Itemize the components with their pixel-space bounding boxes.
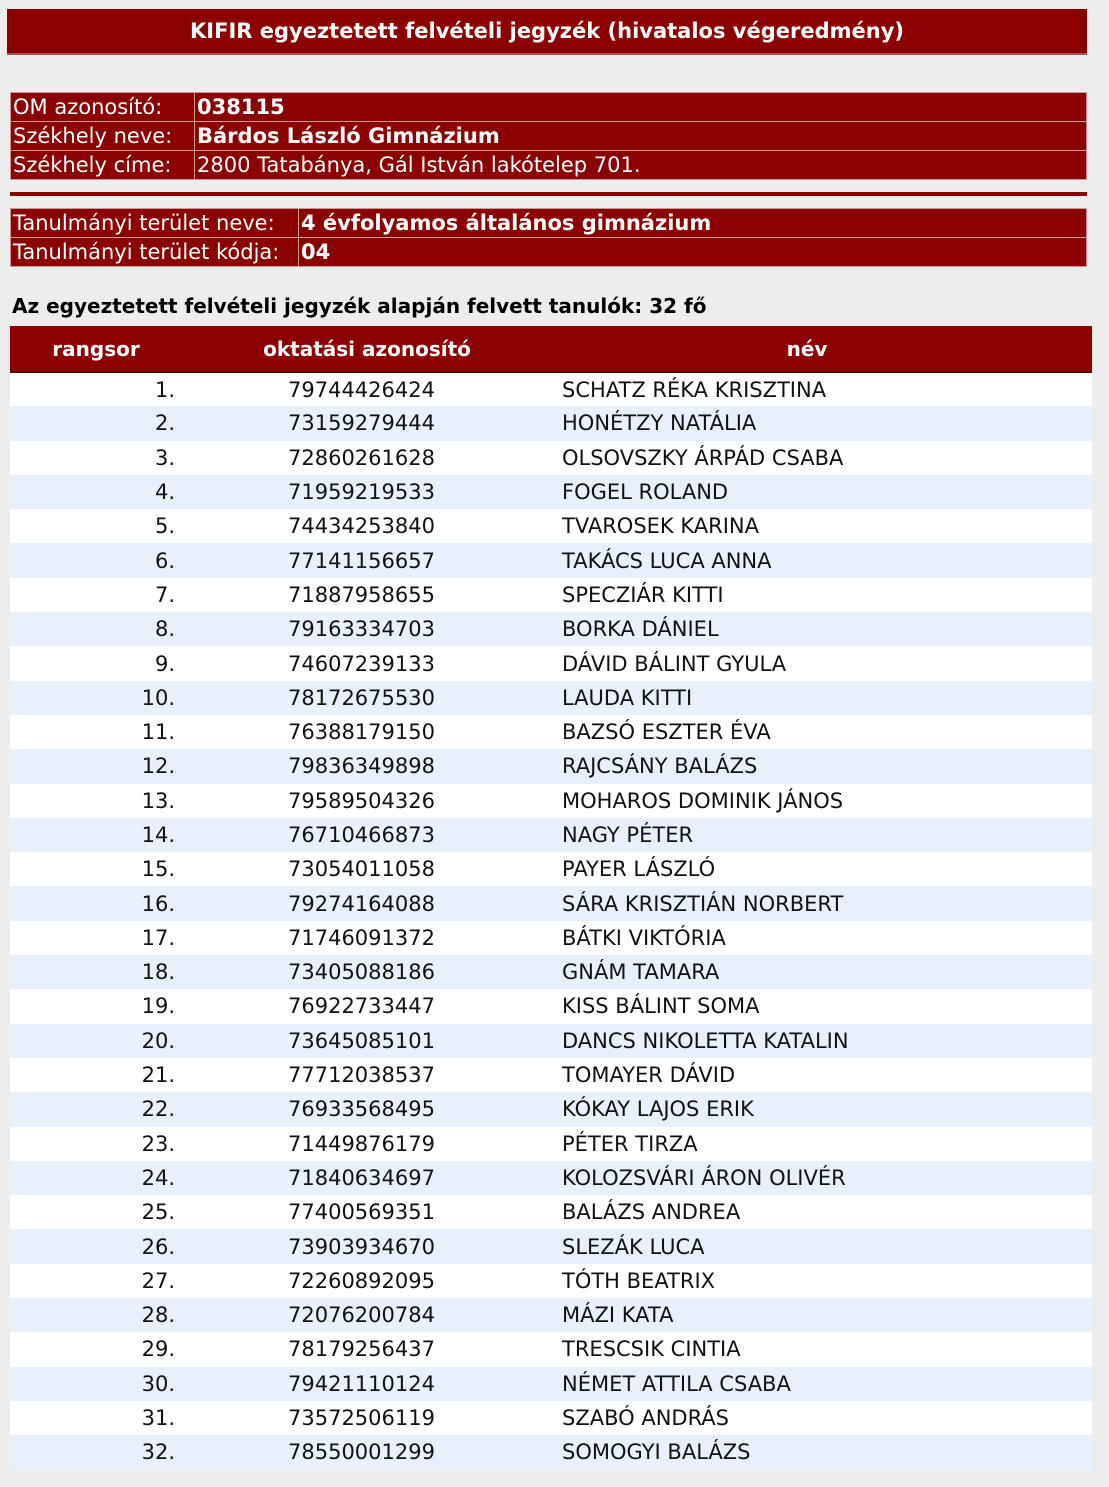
student-id-cell: 73405088186: [212, 955, 522, 989]
table-row: [10, 886, 1092, 920]
student-id-cell: 77400569351: [212, 1195, 522, 1229]
table-header-row: [10, 326, 1092, 372]
table-row: [10, 441, 1092, 475]
student-name-cell: TVAROSEK KARINA: [522, 509, 1092, 543]
school-info-table: [10, 92, 1087, 180]
section-divider: [10, 192, 1087, 196]
table-row: [10, 852, 1092, 886]
student-id-cell: 73054011058: [212, 852, 522, 886]
rank-cell: 19.: [10, 989, 212, 1023]
student-id-cell: 79589504326: [212, 784, 522, 818]
rank-cell: 9.: [10, 646, 212, 680]
study-area-name-value: 4 évfolyamos általános gimnázium: [299, 209, 1087, 238]
column-header-id: oktatási azonosító: [212, 326, 522, 372]
rank-cell: 11.: [10, 715, 212, 749]
student-id-cell: 73903934670: [212, 1229, 522, 1263]
student-name-cell: SZABÓ ANDRÁS: [522, 1401, 1092, 1435]
student-name-cell: TOMAYER DÁVID: [522, 1058, 1092, 1092]
rank-cell: 23.: [10, 1127, 212, 1161]
table-row: [10, 612, 1092, 646]
student-id-cell: 73572506119: [212, 1401, 522, 1435]
table-row: [10, 955, 1092, 989]
student-id-cell: 76933568495: [212, 1092, 522, 1126]
table-row: [10, 1195, 1092, 1229]
student-id-cell: 71449876179: [212, 1127, 522, 1161]
table-row: [10, 715, 1092, 749]
rank-cell: 5.: [10, 509, 212, 543]
student-name-cell: LAUDA KITTI: [522, 681, 1092, 715]
student-id-cell: 79163334703: [212, 612, 522, 646]
rank-cell: 16.: [10, 886, 212, 920]
student-name-cell: BÁTKI VIKTÓRIA: [522, 921, 1092, 955]
study-area-code-value: 04: [299, 238, 1087, 267]
table-row: [10, 1024, 1092, 1058]
table-row: [10, 1058, 1092, 1092]
rank-cell: 20.: [10, 1024, 212, 1058]
rank-cell: 6.: [10, 543, 212, 577]
student-name-cell: SÁRA KRISZTIÁN NORBERT: [522, 886, 1092, 920]
student-name-cell: TRESCSIK CINTIA: [522, 1332, 1092, 1366]
student-name-cell: NAGY PÉTER: [522, 818, 1092, 852]
student-name-cell: FOGEL ROLAND: [522, 475, 1092, 509]
rank-cell: 8.: [10, 612, 212, 646]
student-id-cell: 79836349898: [212, 749, 522, 783]
study-area-name-row: [11, 209, 1087, 238]
student-name-cell: KISS BÁLINT SOMA: [522, 989, 1092, 1023]
student-name-cell: SCHATZ RÉKA KRISZTINA: [522, 372, 1092, 406]
rank-cell: 3.: [10, 441, 212, 475]
student-name-cell: MÁZI KATA: [522, 1298, 1092, 1332]
table-row: [10, 784, 1092, 818]
student-name-cell: KÓKAY LAJOS ERIK: [522, 1092, 1092, 1126]
student-id-cell: 74434253840: [212, 509, 522, 543]
rank-cell: 24.: [10, 1161, 212, 1195]
table-row: [10, 1264, 1092, 1298]
student-name-cell: GNÁM TAMARA: [522, 955, 1092, 989]
rank-cell: 4.: [10, 475, 212, 509]
student-id-cell: 78172675530: [212, 681, 522, 715]
student-id-cell: 78179256437: [212, 1332, 522, 1366]
rank-cell: 29.: [10, 1332, 212, 1366]
table-row: [10, 406, 1092, 440]
rank-cell: 7.: [10, 578, 212, 612]
student-name-cell: DÁVID BÁLINT GYULA: [522, 646, 1092, 680]
student-id-cell: 77712038537: [212, 1058, 522, 1092]
table-row: [10, 818, 1092, 852]
student-id-cell: 76388179150: [212, 715, 522, 749]
students-table: [10, 326, 1092, 1470]
study-area-name-label: Tanulmányi terület neve:: [11, 209, 299, 238]
student-name-cell: NÉMET ATTILA CSABA: [522, 1367, 1092, 1401]
rank-cell: 30.: [10, 1367, 212, 1401]
study-area-code-row: [11, 238, 1087, 267]
rank-cell: 27.: [10, 1264, 212, 1298]
table-row: [10, 749, 1092, 783]
student-name-cell: TAKÁCS LUCA ANNA: [522, 543, 1092, 577]
rank-cell: 13.: [10, 784, 212, 818]
rank-cell: 14.: [10, 818, 212, 852]
om-label: OM azonosító:: [11, 93, 195, 122]
rank-cell: 25.: [10, 1195, 212, 1229]
table-row: [10, 578, 1092, 612]
rank-cell: 31.: [10, 1401, 212, 1435]
student-id-cell: 76922733447: [212, 989, 522, 1023]
rank-cell: 15.: [10, 852, 212, 886]
student-name-cell: BORKA DÁNIEL: [522, 612, 1092, 646]
student-name-cell: MOHAROS DOMINIK JÁNOS: [522, 784, 1092, 818]
school-name-row: [11, 122, 1087, 151]
table-row: [10, 989, 1092, 1023]
rank-cell: 22.: [10, 1092, 212, 1126]
student-id-cell: 72076200784: [212, 1298, 522, 1332]
student-name-cell: RAJCSÁNY BALÁZS: [522, 749, 1092, 783]
student-name-cell: OLSOVSZKY ÁRPÁD CSABA: [522, 441, 1092, 475]
table-row: [10, 509, 1092, 543]
table-row: [10, 1127, 1092, 1161]
student-name-cell: BALÁZS ANDREA: [522, 1195, 1092, 1229]
school-name-label: Székhely neve:: [11, 122, 195, 151]
om-row: [11, 93, 1087, 122]
rank-cell: 18.: [10, 955, 212, 989]
rank-cell: 26.: [10, 1229, 212, 1263]
student-id-cell: 79421110124: [212, 1367, 522, 1401]
student-id-cell: 77141156657: [212, 543, 522, 577]
student-name-cell: SOMOGYI BALÁZS: [522, 1435, 1092, 1469]
rank-cell: 21.: [10, 1058, 212, 1092]
student-name-cell: PAYER LÁSZLÓ: [522, 852, 1092, 886]
om-value: 038115: [195, 93, 1087, 122]
table-row: [10, 1332, 1092, 1366]
student-id-cell: 78550001299: [212, 1435, 522, 1469]
student-id-cell: 71840634697: [212, 1161, 522, 1195]
table-row: [10, 1161, 1092, 1195]
student-id-cell: 73159279444: [212, 406, 522, 440]
student-id-cell: 72860261628: [212, 441, 522, 475]
student-name-cell: KOLOZSVÁRI ÁRON OLIVÉR: [522, 1161, 1092, 1195]
study-area-table: [10, 208, 1087, 267]
table-row: [10, 921, 1092, 955]
rank-cell: 10.: [10, 681, 212, 715]
admitted-summary: Az egyeztetett felvételi jegyzék alapján felvett tanulók: 32 fő: [12, 294, 707, 318]
rank-cell: 12.: [10, 749, 212, 783]
table-row: [10, 372, 1092, 406]
student-name-cell: SPECZIÁR KITTI: [522, 578, 1092, 612]
table-row: [10, 1229, 1092, 1263]
student-id-cell: 79744426424: [212, 372, 522, 406]
student-name-cell: SLEZÁK LUCA: [522, 1229, 1092, 1263]
student-id-cell: 73645085101: [212, 1024, 522, 1058]
rank-cell: 1.: [10, 372, 212, 406]
rank-cell: 2.: [10, 406, 212, 440]
school-name-value: Bárdos László Gimnázium: [195, 122, 1087, 151]
table-row: [10, 543, 1092, 577]
student-name-cell: TÓTH BEATRIX: [522, 1264, 1092, 1298]
table-row: [10, 1092, 1092, 1126]
student-name-cell: HONÉTZY NATÁLIA: [522, 406, 1092, 440]
table-row: [10, 646, 1092, 680]
student-id-cell: 71959219533: [212, 475, 522, 509]
student-name-cell: DANCS NIKOLETTA KATALIN: [522, 1024, 1092, 1058]
column-header-rank: rangsor: [10, 326, 212, 372]
page-title: KIFIR egyeztetett felvételi jegyzék (hivatalos végeredmény): [7, 9, 1087, 55]
rank-cell: 28.: [10, 1298, 212, 1332]
school-address-value: 2800 Tatabánya, Gál István lakótelep 701.: [195, 151, 1087, 180]
rank-cell: 32.: [10, 1435, 212, 1469]
column-header-name: név: [522, 326, 1092, 372]
rank-cell: 17.: [10, 921, 212, 955]
table-row: [10, 1298, 1092, 1332]
table-row: [10, 681, 1092, 715]
student-id-cell: 79274164088: [212, 886, 522, 920]
school-address-label: Székhely címe:: [11, 151, 195, 180]
table-row: [10, 475, 1092, 509]
table-row: [10, 1367, 1092, 1401]
student-id-cell: 76710466873: [212, 818, 522, 852]
school-address-row: [11, 151, 1087, 180]
student-id-cell: 71887958655: [212, 578, 522, 612]
student-name-cell: PÉTER TIRZA: [522, 1127, 1092, 1161]
study-area-code-label: Tanulmányi terület kódja:: [11, 238, 299, 267]
table-row: [10, 1401, 1092, 1435]
student-id-cell: 71746091372: [212, 921, 522, 955]
student-name-cell: BAZSÓ ESZTER ÉVA: [522, 715, 1092, 749]
student-id-cell: 74607239133: [212, 646, 522, 680]
table-row: [10, 1435, 1092, 1469]
student-id-cell: 72260892095: [212, 1264, 522, 1298]
